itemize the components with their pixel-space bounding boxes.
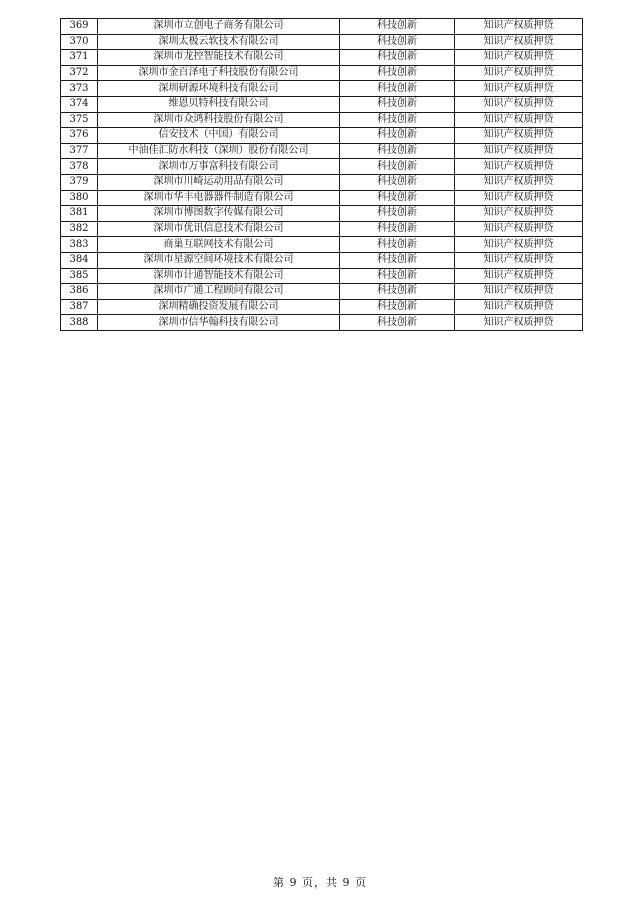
company-name-cell: 深圳市金百泽电子科技股份有限公司 [98,65,340,81]
table-row [61,221,583,237]
table-row [61,237,583,253]
row-number-cell: 385 [61,268,98,284]
company-name-cell: 深圳市广通工程顾问有限公司 [98,284,340,300]
category-cell: 科技创新 [340,299,455,315]
category-cell: 科技创新 [340,190,455,206]
category-cell: 科技创新 [340,315,455,331]
company-name-cell: 深圳市龙控智能技术有限公司 [98,50,340,66]
table-row [61,315,583,331]
category-cell: 科技创新 [340,174,455,190]
loan-type-cell: 知识产权质押贷 [455,128,583,144]
loan-type-cell: 知识产权质押贷 [455,299,583,315]
table-row [61,284,583,300]
company-name-cell: 深圳市立创电子商务有限公司 [98,19,340,35]
loan-type-cell: 知识产权质押贷 [455,112,583,128]
table-body [61,19,583,331]
table-row [61,50,583,66]
company-name-cell: 深圳市博图数字传媒有限公司 [98,206,340,222]
row-number-cell: 374 [61,96,98,112]
category-cell: 科技创新 [340,252,455,268]
company-name-cell: 深圳市万事富科技有限公司 [98,159,340,175]
company-name-cell: 深圳市优讯信息技术有限公司 [98,221,340,237]
company-name-cell: 维恩贝特科技有限公司 [98,96,340,112]
company-name-cell: 商巢互联网技术有限公司 [98,237,340,253]
table-row [61,159,583,175]
row-number-cell: 384 [61,252,98,268]
category-cell: 科技创新 [340,96,455,112]
category-cell: 科技创新 [340,159,455,175]
category-cell: 科技创新 [340,81,455,97]
company-name-cell: 深圳市星源空间环境技术有限公司 [98,252,340,268]
loan-type-cell: 知识产权质押贷 [455,143,583,159]
table-row [61,128,583,144]
loan-type-cell: 知识产权质押贷 [455,81,583,97]
category-cell: 科技创新 [340,221,455,237]
company-name-cell: 深圳市川崎运动用品有限公司 [98,174,340,190]
loan-type-cell: 知识产权质押贷 [455,268,583,284]
table-row [61,19,583,35]
row-number-cell: 381 [61,206,98,222]
table-row [61,252,583,268]
table-row [61,206,583,222]
table-row [61,174,583,190]
category-cell: 科技创新 [340,65,455,81]
loan-type-cell: 知识产权质押贷 [455,284,583,300]
table-row [61,112,583,128]
row-number-cell: 387 [61,299,98,315]
table-row [61,190,583,206]
row-number-cell: 376 [61,128,98,144]
row-number-cell: 369 [61,19,98,35]
row-number-cell: 383 [61,237,98,253]
category-cell: 科技创新 [340,206,455,222]
category-cell: 科技创新 [340,34,455,50]
company-name-cell: 深圳精确投资发展有限公司 [98,299,340,315]
row-number-cell: 375 [61,112,98,128]
table-row [61,65,583,81]
loan-type-cell: 知识产权质押贷 [455,221,583,237]
row-number-cell: 370 [61,34,98,50]
loan-type-cell: 知识产权质押贷 [455,237,583,253]
loan-type-cell: 知识产权质押贷 [455,315,583,331]
category-cell: 科技创新 [340,284,455,300]
row-number-cell: 386 [61,284,98,300]
loan-type-cell: 知识产权质押贷 [455,159,583,175]
company-name-cell: 深圳研源环境科技有限公司 [98,81,340,97]
table-row [61,81,583,97]
page-number-footer: 第 9 页，共 9 页 [273,876,367,889]
loan-type-cell: 知识产权质押贷 [455,34,583,50]
company-list-table [60,18,583,331]
category-cell: 科技创新 [340,19,455,35]
company-name-cell: 深圳市信华翰科技有限公司 [98,315,340,331]
category-cell: 科技创新 [340,143,455,159]
loan-type-cell: 知识产权质押贷 [455,19,583,35]
category-cell: 科技创新 [340,128,455,144]
loan-type-cell: 知识产权质押贷 [455,65,583,81]
loan-type-cell: 知识产权质押贷 [455,190,583,206]
company-name-cell: 信安技术（中国）有限公司 [98,128,340,144]
row-number-cell: 380 [61,190,98,206]
company-name-cell: 中油佳汇防水科技（深圳）股份有限公司 [98,143,340,159]
category-cell: 科技创新 [340,268,455,284]
loan-type-cell: 知识产权质押贷 [455,206,583,222]
table-row [61,268,583,284]
table-row [61,143,583,159]
category-cell: 科技创新 [340,237,455,253]
company-name-cell: 深圳市众鸿科技股份有限公司 [98,112,340,128]
loan-type-cell: 知识产权质押贷 [455,96,583,112]
table-row [61,34,583,50]
row-number-cell: 373 [61,81,98,97]
row-number-cell: 388 [61,315,98,331]
table-row [61,299,583,315]
row-number-cell: 379 [61,174,98,190]
category-cell: 科技创新 [340,112,455,128]
loan-type-cell: 知识产权质押贷 [455,252,583,268]
company-name-cell: 深圳太极云软技术有限公司 [98,34,340,50]
loan-type-cell: 知识产权质押贷 [455,174,583,190]
table-row [61,96,583,112]
loan-type-cell: 知识产权质押贷 [455,50,583,66]
company-name-cell: 深圳市计通智能技术有限公司 [98,268,340,284]
row-number-cell: 372 [61,65,98,81]
row-number-cell: 378 [61,159,98,175]
row-number-cell: 377 [61,143,98,159]
category-cell: 科技创新 [340,50,455,66]
row-number-cell: 382 [61,221,98,237]
row-number-cell: 371 [61,50,98,66]
company-name-cell: 深圳市华丰电器器件制造有限公司 [98,190,340,206]
